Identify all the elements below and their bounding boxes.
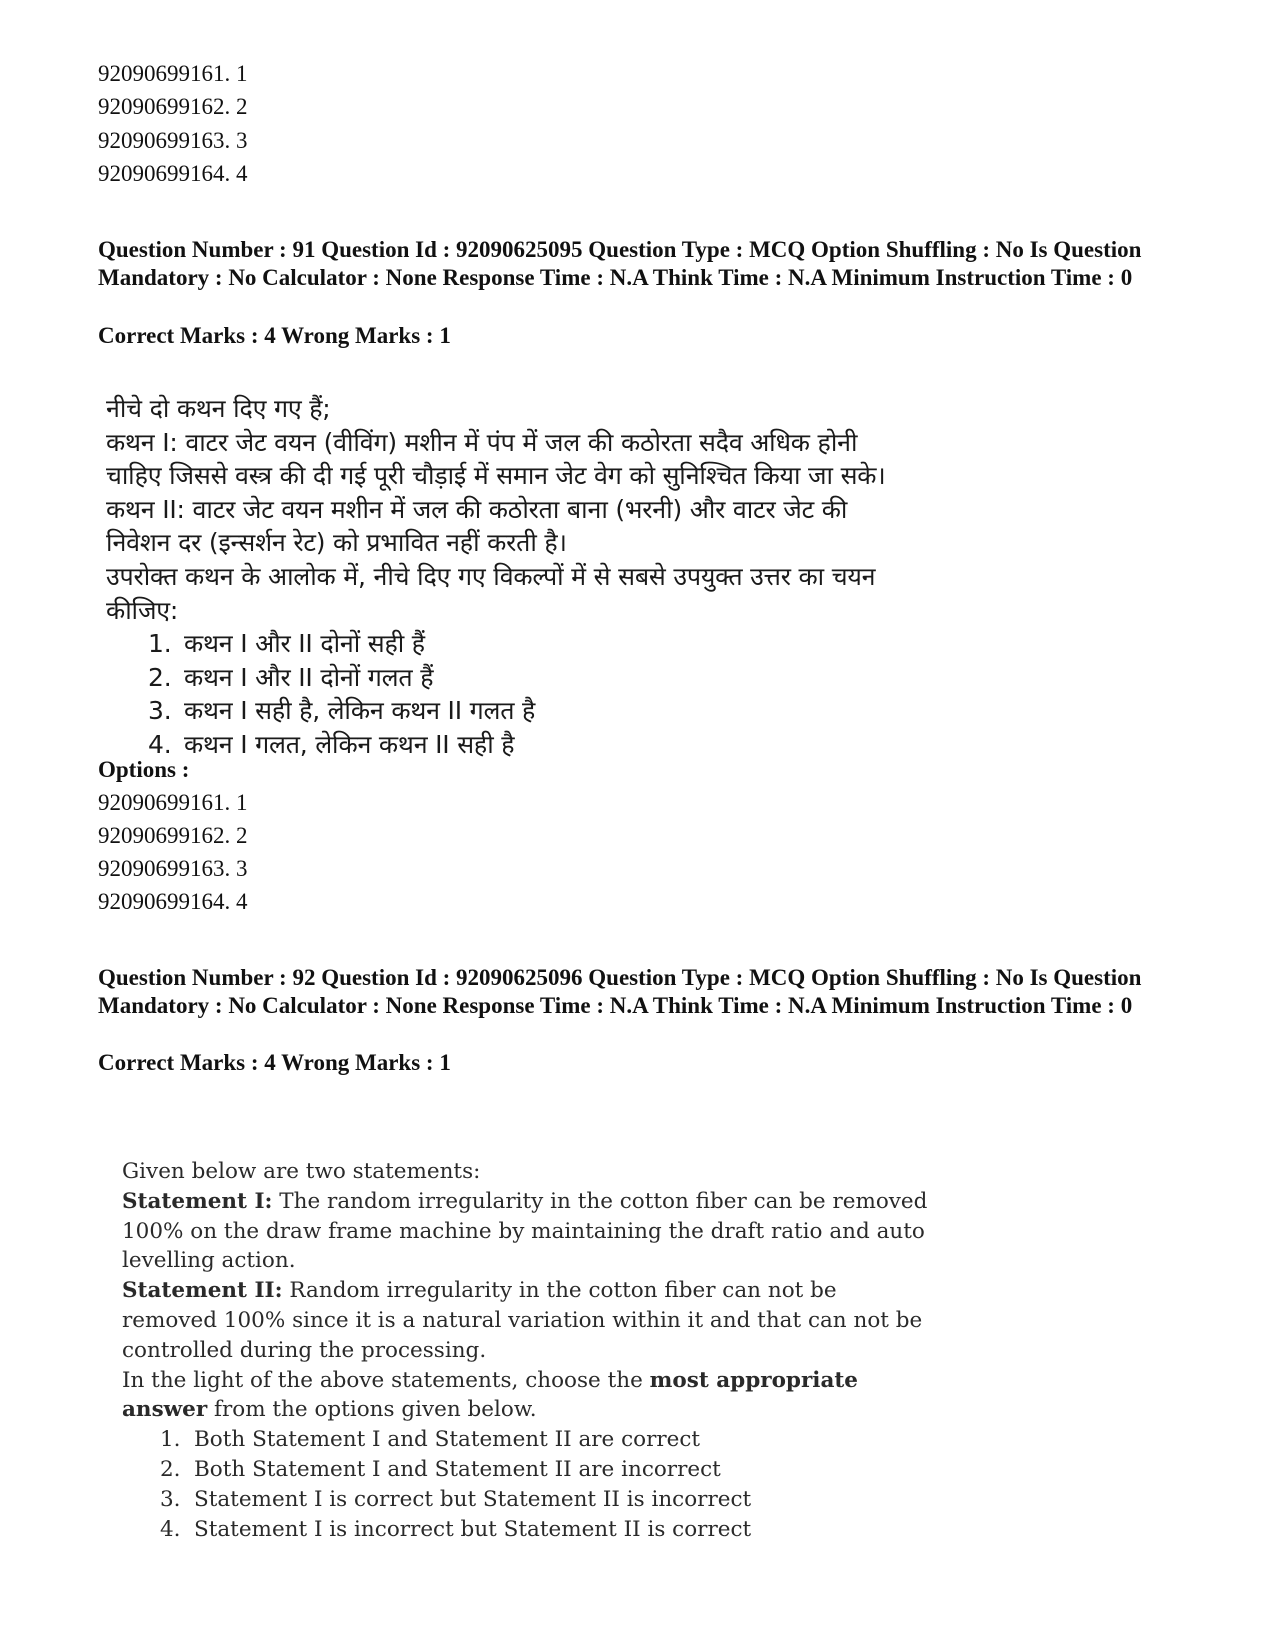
choice-item bbox=[106, 728, 986, 762]
statement-2 bbox=[122, 1276, 1002, 1306]
statement-1-label: Statement I: bbox=[122, 1188, 273, 1214]
option-line: 92090699162. 2 bbox=[98, 94, 248, 119]
choice-text: Statement I is correct but Statement II is incorrect bbox=[194, 1486, 752, 1512]
option-line: 92090699161. 1 bbox=[98, 790, 248, 815]
question-text-line: निवेशन दर (इन्सर्शन रेट) को प्रभावित नहीं करती है। bbox=[106, 528, 567, 558]
instruction-text: from the options given below. bbox=[207, 1397, 537, 1423]
choice-number: 3. bbox=[148, 696, 172, 726]
instruction-line bbox=[122, 1395, 1002, 1425]
choice-text: कथन I गलत, लेकिन कथन II सही है bbox=[184, 729, 515, 759]
question-text-line: उपरोक्त कथन के आलोक में, नीचे दिए गए विकल्पों में से सबसे उपयुक्त उत्तर का चयन bbox=[106, 561, 876, 591]
choice-item bbox=[106, 627, 986, 661]
choice-text: Statement I is incorrect but Statement II is correct bbox=[194, 1516, 752, 1542]
statement-2-label: Statement II: bbox=[122, 1278, 283, 1304]
choice-list bbox=[122, 1425, 1002, 1544]
question-text-line: कीजिए: bbox=[106, 595, 179, 625]
options-label: Options : bbox=[98, 757, 190, 782]
question-intro: Given below are two statements: bbox=[122, 1159, 481, 1184]
statement-1-text: The random irregularity in the cotton fiber can be removed bbox=[272, 1188, 928, 1214]
statement-1-cont: levelling action. bbox=[122, 1248, 296, 1274]
question-text-line: कथन II: वाटर जेट वयन मशीन में जल की कठोरता बाना (भरनी) और वाटर जेट की bbox=[106, 494, 848, 524]
choice-number: 4. bbox=[148, 729, 172, 759]
choice-item bbox=[122, 1485, 1002, 1515]
instruction-text: In the light of the above statements, choose the bbox=[122, 1367, 650, 1393]
choice-text: कथन I और II दोनों सही हैं bbox=[184, 629, 425, 659]
question-text-line: कथन I: वाटर जेट वयन (वीविंग) मशीन में पंप में जल की कठोरता सदैव अधिक होनी bbox=[106, 427, 858, 457]
statement-2-text: Random irregularity in the cotton fiber can not be bbox=[282, 1278, 837, 1304]
instruction-emphasis: most appropriate bbox=[649, 1367, 858, 1393]
question-meta: Question Number : 91 Question Id : 92090625095 Question Type : MCQ Option Shuffling : No Is Question Mandatory : No Calculator : None Response Time : N.A Think Time : N.A Minimum Instruction Time : 0 bbox=[98, 237, 1142, 290]
choice-item bbox=[122, 1515, 1002, 1545]
statement-1-cont: 100% on the draw frame machine by maintaining the draft ratio and auto bbox=[122, 1218, 925, 1244]
question-image-english bbox=[122, 1157, 1002, 1544]
question-text-line: चाहिए जिससे वस्त्र की दी गई पूरी चौड़ाई में समान जेट वेग को सुनिश्चित किया जा सके। bbox=[106, 461, 886, 491]
choice-item bbox=[106, 661, 986, 695]
choice-number: 3. bbox=[160, 1486, 181, 1512]
choice-text: कथन I सही है, लेकिन कथन II गलत है bbox=[184, 696, 536, 726]
option-line: 92090699164. 4 bbox=[98, 889, 248, 914]
statement-1 bbox=[122, 1187, 1002, 1217]
choice-number: 1. bbox=[148, 629, 172, 659]
choice-number: 2. bbox=[148, 662, 172, 692]
question-text-line: नीचे दो कथन दिए गए हैं; bbox=[106, 394, 331, 423]
statement-2-cont: controlled during the processing. bbox=[122, 1337, 487, 1363]
option-line: 92090699163. 3 bbox=[98, 128, 248, 153]
choice-item bbox=[106, 694, 986, 728]
option-line: 92090699161. 1 bbox=[98, 61, 248, 86]
question-image-hindi bbox=[106, 392, 986, 762]
question-marks: Correct Marks : 4 Wrong Marks : 1 bbox=[98, 323, 451, 348]
choice-text: Both Statement I and Statement II are incorrect bbox=[194, 1456, 721, 1482]
choice-number: 4. bbox=[160, 1516, 181, 1542]
statement-2-cont: removed 100% since it is a natural variation within it and that can not be bbox=[122, 1307, 923, 1333]
question-meta: Question Number : 92 Question Id : 92090625096 Question Type : MCQ Option Shuffling : No Is Question Mandatory : No Calculator : None Response Time : N.A Think Time : N.A Minimum Instruction Time : 0 bbox=[98, 965, 1142, 1018]
choice-text: कथन I और II दोनों गलत हैं bbox=[184, 662, 434, 692]
option-line: 92090699164. 4 bbox=[98, 161, 248, 186]
choice-number: 2. bbox=[160, 1456, 181, 1482]
instruction-line bbox=[122, 1366, 1002, 1396]
choice-number: 1. bbox=[160, 1427, 181, 1453]
choice-text: Both Statement I and Statement II are correct bbox=[194, 1427, 701, 1453]
option-line: 92090699162. 2 bbox=[98, 823, 248, 848]
instruction-emphasis: answer bbox=[122, 1397, 208, 1423]
question-marks: Correct Marks : 4 Wrong Marks : 1 bbox=[98, 1050, 451, 1075]
choice-item bbox=[122, 1425, 1002, 1455]
option-line: 92090699163. 3 bbox=[98, 856, 248, 881]
choice-list bbox=[106, 627, 986, 761]
choice-item bbox=[122, 1455, 1002, 1485]
